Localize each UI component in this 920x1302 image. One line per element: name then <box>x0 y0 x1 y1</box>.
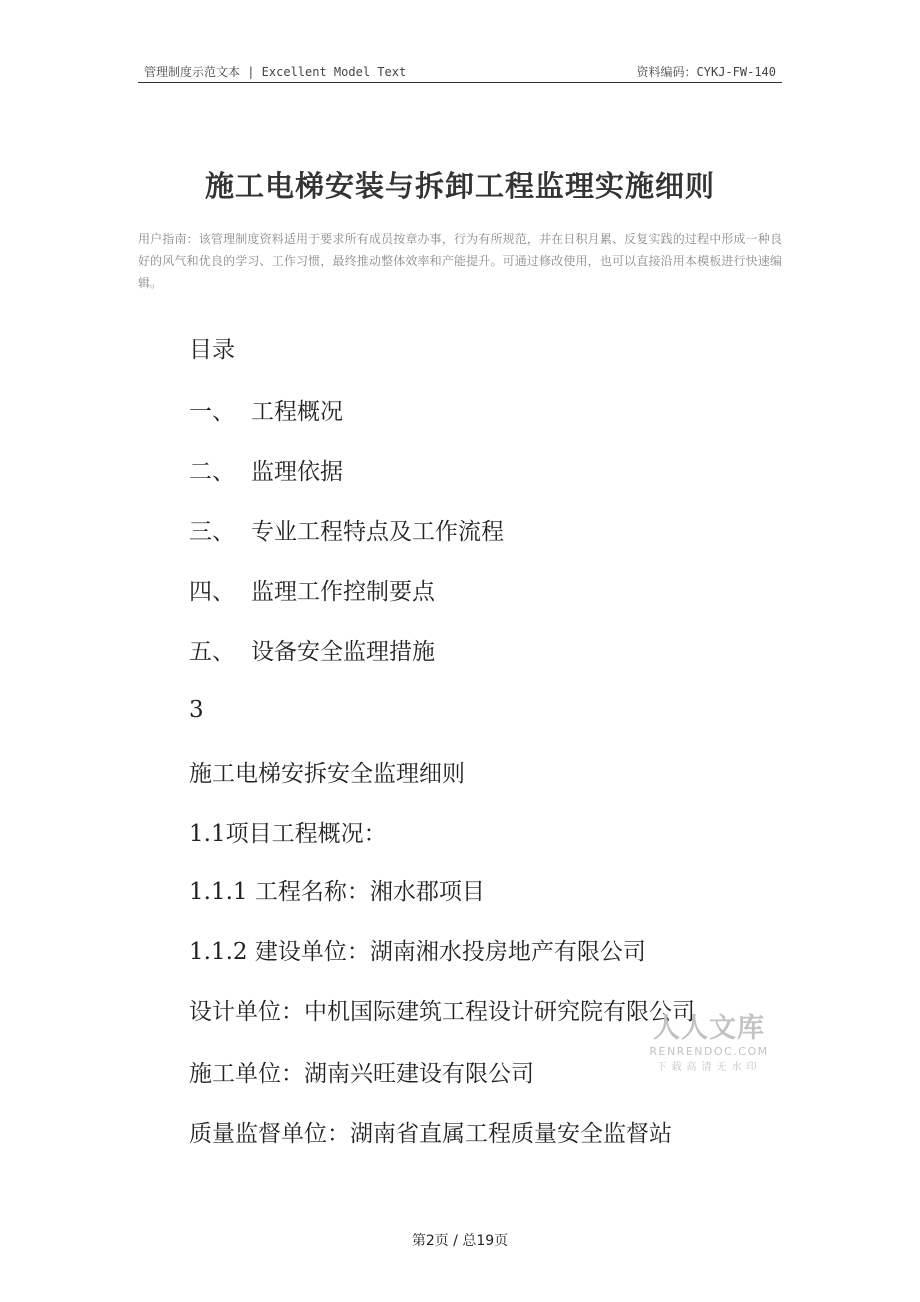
watermark-en: RENRENDOC.COM <box>649 1045 769 1058</box>
toc-item-label: 监理工作控制要点 <box>251 579 435 605</box>
watermark-logo <box>646 1014 772 1076</box>
watermark-cn: 人人文库 <box>653 1013 765 1044</box>
content-line: 1.1.2 建设单位：湖南湘水投房地产有限公司 <box>189 939 646 965</box>
toc-item-label: 专业工程特点及工作流程 <box>251 519 504 545</box>
content-line: 1.1项目工程概况： <box>189 821 387 847</box>
header-doc-code: 资料编码：CYKJ-FW-140 <box>636 65 776 79</box>
toc-item <box>189 573 435 606</box>
toc-item-label: 设备安全监理措施 <box>251 639 435 665</box>
header-left-text: 管理制度示范文本 | Excellent Model Text <box>144 65 407 79</box>
content-line: 质量监督单位：湖南省直属工程质量安全监督站 <box>189 1121 672 1147</box>
toc-heading: 目录 <box>189 337 235 363</box>
toc-item <box>189 393 343 426</box>
content-line: 设计单位：中机国际建筑工程设计研究院有限公司 <box>189 999 695 1025</box>
toc-item-number: 一、 <box>189 399 235 425</box>
content-line: 施工单位：湖南兴旺建设有限公司 <box>189 1061 534 1087</box>
toc-item <box>189 513 504 546</box>
toc-item <box>189 453 343 486</box>
toc-item-number: 三、 <box>189 519 235 545</box>
toc-item <box>189 633 435 666</box>
toc-item-number: 四、 <box>189 579 235 605</box>
page-header <box>138 60 782 83</box>
toc-item-number: 五、 <box>189 639 235 665</box>
toc-item-label: 监理依据 <box>251 459 343 485</box>
page-number-line: 3 <box>189 697 204 723</box>
document-title: 施工电梯安装与拆卸工程监理实施细则 <box>204 169 715 203</box>
watermark-sub: 下载高清无水印 <box>656 1062 762 1073</box>
user-guide-text: 用户指南：该管理制度资料适用于要求所有成员按章办事，行为有所规范，并在日积月累、反复实践的过程中形成一种良好的风气和优良的学习、工作习惯，最终推动整体效率和产能提升。可通过修改使用，也可以直接沿用本模板进行快速编辑。 <box>138 232 782 290</box>
page-footer: 第2页 / 总19页 <box>411 1233 509 1249</box>
content-line: 1.1.1 工程名称：湘水郡项目 <box>189 879 485 905</box>
toc-item-label: 工程概况 <box>251 399 343 425</box>
section-title: 施工电梯安拆安全监理细则 <box>189 761 465 787</box>
toc-item-number: 二、 <box>189 459 235 485</box>
